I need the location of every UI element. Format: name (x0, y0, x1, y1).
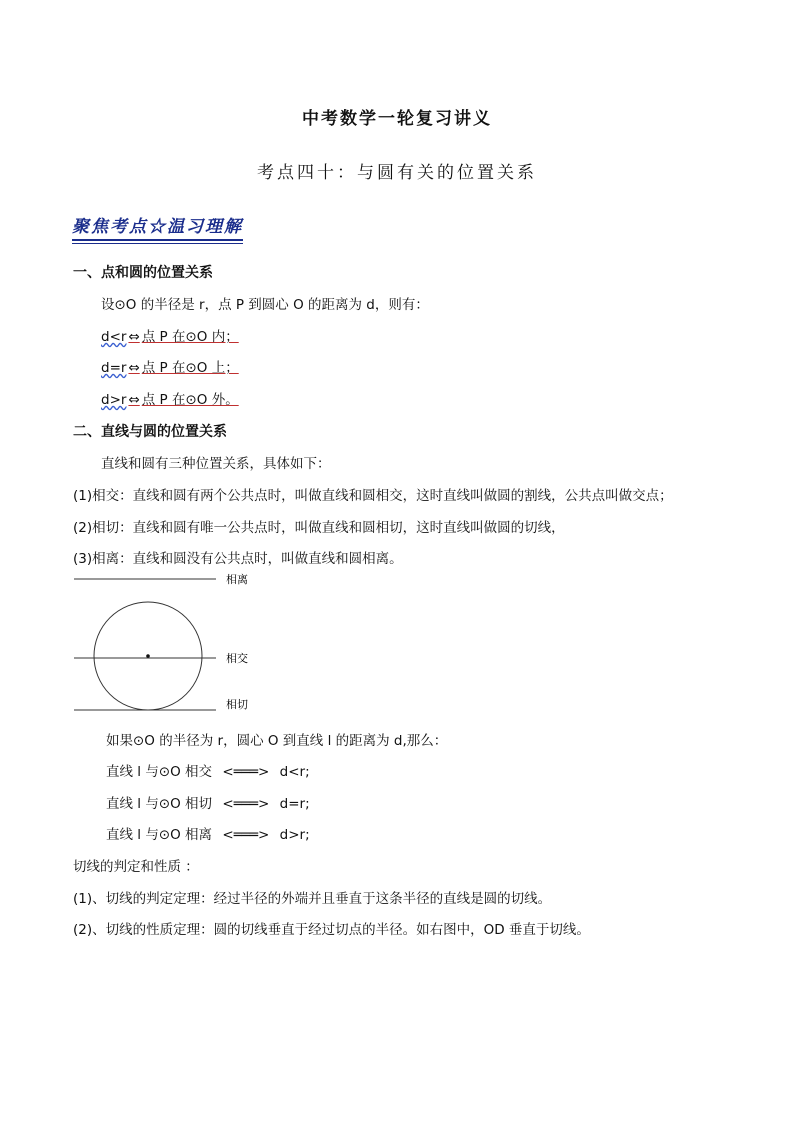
rule-result: 点 P 在⊙O 上； (141, 360, 239, 376)
distance-intro: 如果⊙O 的半径为 r，圆心 O 到直线 l 的距离为 d,那么： (106, 733, 448, 749)
section1-intro: 设⊙O 的半径是 r，点 P 到圆心 O 的距离为 d，则有： (101, 297, 429, 313)
section2-heading: 二、直线与圆的位置关系 (73, 424, 227, 440)
equivalence-icon: ⇔ (128, 392, 140, 408)
point-rule-outside (101, 388, 239, 408)
section-banner: 聚焦考点☆温习理解 (72, 212, 243, 241)
relation-condition: d>r; (279, 827, 310, 843)
tangent-property: (2)、切线的性质定理：圆的切线垂直于经过切点的半径。如右图中，OD 垂直于切线。 (73, 922, 590, 938)
list-item-tangent: (2)相切：直线和圆有唯一公共点时，叫做直线和圆相切，这时直线叫做圆的切线， (73, 520, 565, 536)
rule-condition: d>r (101, 392, 127, 408)
relation-text: 直线 l 与⊙O 相交 (106, 764, 213, 780)
relation-tangent (106, 792, 310, 812)
document-title: 中考数学一轮复习讲义 (302, 109, 492, 129)
relation-condition: d<r; (279, 764, 310, 780)
rule-result: 点 P 在⊙O 内； (141, 329, 239, 345)
relation-text: 直线 l 与⊙O 相切 (106, 796, 213, 812)
list-item-separate: (3)相离：直线和圆没有公共点时，叫做直线和圆相离。 (73, 551, 403, 567)
relation-text: 直线 l 与⊙O 相离 (106, 827, 213, 843)
section3-heading: 切线的判定和性质 ： (73, 859, 199, 875)
double-arrow-icon: <═══> (222, 796, 270, 812)
rule-result: 点 P 在⊙O 外。 (141, 392, 239, 408)
label-separate: 相离 (226, 573, 248, 586)
list-item-intersect: (1)相交：直线和圆有两个公共点时，叫做直线和圆相交，这时直线叫做圆的割线，公共点叫做交点； (73, 488, 673, 504)
line-circle-diagram (70, 572, 270, 716)
rule-condition: d<r (101, 329, 127, 345)
label-intersect: 相交 (226, 652, 248, 665)
equivalence-icon: ⇔ (128, 360, 140, 376)
section2-intro: 直线和圆有三种位置关系，具体如下： (101, 456, 331, 472)
double-arrow-icon: <═══> (222, 764, 270, 780)
tangent-criterion: (1)、切线的判定定理：经过半径的外端并且垂直于这条半径的直线是圆的切线。 (73, 891, 552, 907)
relation-condition: d=r; (279, 796, 310, 812)
section1-heading: 一、点和圆的位置关系 (73, 265, 213, 281)
double-arrow-icon: <═══> (222, 827, 270, 843)
document-subtitle: 考点四十：与圆有关的位置关系 (257, 163, 537, 183)
point-rule-inside (101, 325, 239, 345)
rule-condition: d=r (101, 360, 127, 376)
line-circle-figure (70, 572, 270, 712)
relation-intersect (106, 760, 310, 780)
equivalence-icon: ⇔ (128, 329, 140, 345)
point-rule-on (101, 356, 239, 376)
label-tangent: 相切 (226, 698, 248, 711)
relation-separate (106, 823, 310, 843)
center-point (146, 654, 150, 658)
